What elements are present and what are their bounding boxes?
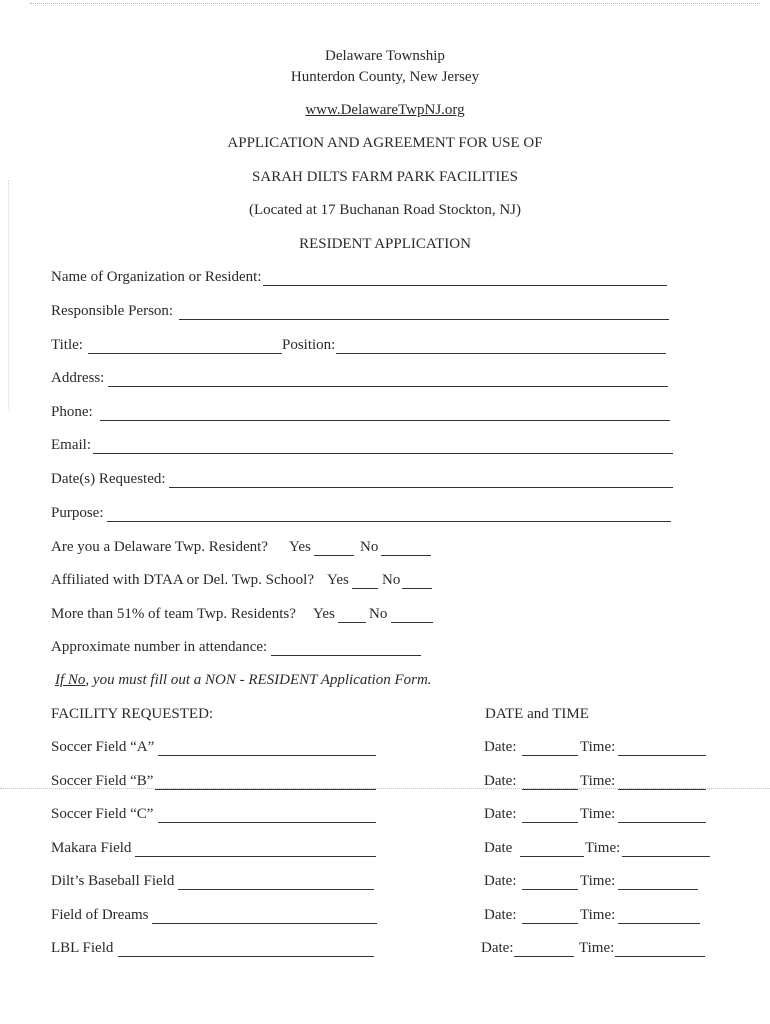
time-field[interactable]	[618, 923, 700, 924]
time-label: Time:	[580, 739, 616, 755]
facility-date-time	[481, 940, 711, 960]
date-field[interactable]	[522, 889, 578, 890]
facility-checkbox-line[interactable]	[178, 889, 374, 890]
team-residents-question-label: More than 51% of team Twp. Residents?	[51, 606, 296, 622]
facility-name: Soccer Field “A”	[51, 739, 155, 755]
date-label: Date:	[484, 806, 517, 822]
position-label: Position:	[282, 337, 336, 353]
facility-row	[51, 739, 381, 759]
attendance-field[interactable]	[271, 655, 421, 656]
facility-checkbox-line[interactable]	[158, 755, 376, 756]
time-field[interactable]	[618, 789, 706, 790]
dates-requested-row	[51, 471, 673, 491]
title-field[interactable]	[88, 353, 282, 354]
facility-name: Dilt’s Baseball Field	[51, 873, 175, 889]
dates-requested-field[interactable]	[169, 487, 673, 488]
date-time-heading: DATE and TIME	[485, 706, 589, 722]
time-label: Time:	[579, 940, 615, 956]
team-residents-no-field[interactable]	[391, 622, 433, 623]
affiliated-no-label: No	[382, 572, 401, 588]
time-label: Time:	[580, 806, 616, 822]
facility-name: Makara Field	[51, 840, 132, 856]
scan-artifact-top	[30, 3, 760, 4]
phone-row	[51, 404, 673, 424]
facility-checkbox-line[interactable]	[152, 923, 377, 924]
facility-row	[51, 806, 381, 826]
date-field[interactable]	[522, 822, 578, 823]
phone-label: Phone:	[51, 404, 93, 420]
date-field[interactable]	[522, 789, 578, 790]
website-link[interactable]: www.DelawareTwpNJ.org	[305, 102, 465, 118]
team-residents-no-label: No	[369, 606, 388, 622]
attendance-label: Approximate number in attendance:	[51, 639, 268, 655]
name-org-label: Name of Organization or Resident:	[51, 269, 262, 285]
form-title-line-1: APPLICATION AND AGREEMENT FOR USE OF	[227, 135, 543, 151]
facility-date-time	[484, 773, 714, 793]
title-label: Title:	[51, 337, 83, 353]
note-if-no: If No	[55, 672, 86, 688]
affiliated-yes-field[interactable]	[352, 588, 378, 589]
time-field[interactable]	[618, 889, 698, 890]
time-field[interactable]	[622, 856, 710, 857]
date-label: Date:	[484, 739, 517, 755]
date-field[interactable]	[514, 956, 574, 957]
facility-row	[51, 873, 381, 893]
resident-question-label: Are you a Delaware Twp. Resident?	[51, 539, 268, 555]
facility-date-time	[484, 873, 714, 893]
time-label: Time:	[580, 773, 616, 789]
time-field[interactable]	[615, 956, 705, 957]
township-name: Delaware Township	[325, 48, 445, 64]
affiliated-yes-label: Yes	[327, 572, 349, 588]
purpose-field[interactable]	[107, 521, 671, 522]
date-label: Date:	[481, 940, 514, 956]
purpose-label: Purpose:	[51, 505, 104, 521]
non-resident-note	[55, 672, 432, 689]
application-type: RESIDENT APPLICATION	[299, 236, 471, 252]
date-field[interactable]	[522, 755, 578, 756]
facility-requested-heading: FACILITY REQUESTED:	[51, 706, 214, 722]
time-label: Time:	[585, 840, 621, 856]
name-org-row	[51, 269, 671, 289]
responsible-person-field[interactable]	[179, 319, 669, 320]
time-label: Time:	[580, 907, 616, 923]
facility-checkbox-line[interactable]	[155, 789, 376, 790]
facility-checkbox-line[interactable]	[158, 822, 376, 823]
email-row	[51, 437, 673, 457]
time-field[interactable]	[618, 822, 706, 823]
date-label: Date:	[484, 907, 517, 923]
facility-row	[51, 907, 381, 927]
time-field[interactable]	[618, 755, 706, 756]
facility-date-time	[484, 739, 714, 759]
facility-row	[51, 840, 381, 860]
facility-name: Field of Dreams	[51, 907, 149, 923]
resident-yes-field[interactable]	[314, 555, 354, 556]
facility-date-time	[484, 840, 714, 860]
purpose-row	[51, 505, 673, 525]
affiliated-question-label: Affiliated with DTAA or Del. Twp. School?	[51, 572, 314, 588]
resident-no-field[interactable]	[381, 555, 431, 556]
time-label: Time:	[580, 873, 616, 889]
responsible-person-label: Responsible Person:	[51, 303, 174, 319]
address-row	[51, 370, 671, 390]
address-field[interactable]	[108, 386, 668, 387]
date-field[interactable]	[522, 923, 578, 924]
form-title-line-2: SARAH DILTS FARM PARK FACILITIES	[252, 169, 518, 185]
team-residents-question-row	[51, 606, 451, 626]
email-label: Email:	[51, 437, 91, 453]
date-field[interactable]	[520, 856, 584, 857]
facility-location: (Located at 17 Buchanan Road Stockton, NJ)	[248, 202, 521, 218]
facility-checkbox-line[interactable]	[118, 956, 374, 957]
county-name: Hunterdon County, New Jersey	[290, 69, 480, 85]
facility-name: LBL Field	[51, 940, 114, 956]
phone-field[interactable]	[100, 420, 670, 421]
affiliated-no-field[interactable]	[402, 588, 432, 589]
email-field[interactable]	[93, 453, 673, 454]
address-label: Address:	[51, 370, 105, 386]
facility-date-time	[484, 907, 714, 927]
resident-no-label: No	[360, 539, 379, 555]
resident-question-row	[51, 539, 451, 559]
facility-row	[51, 773, 381, 793]
dates-requested-label: Date(s) Requested:	[51, 471, 166, 487]
note-rest: , you must fill out a NON - RESIDENT Application Form.	[85, 672, 432, 688]
title-position-row	[51, 337, 671, 357]
facility-name: Soccer Field “C”	[51, 806, 154, 822]
responsible-person-row	[51, 303, 671, 323]
attendance-row	[51, 639, 451, 659]
facility-name: Soccer Field “B”	[51, 773, 154, 789]
team-residents-yes-field[interactable]	[338, 622, 366, 623]
facility-row	[51, 940, 381, 960]
name-org-field[interactable]	[263, 285, 667, 286]
position-field[interactable]	[336, 353, 666, 354]
facility-date-time	[484, 806, 714, 826]
facility-checkbox-line[interactable]	[135, 856, 376, 857]
date-label: Date	[484, 840, 513, 856]
affiliated-question-row	[51, 572, 451, 592]
team-residents-yes-label: Yes	[313, 606, 335, 622]
date-label: Date:	[484, 773, 517, 789]
resident-yes-label: Yes	[289, 539, 311, 555]
date-label: Date:	[484, 873, 517, 889]
